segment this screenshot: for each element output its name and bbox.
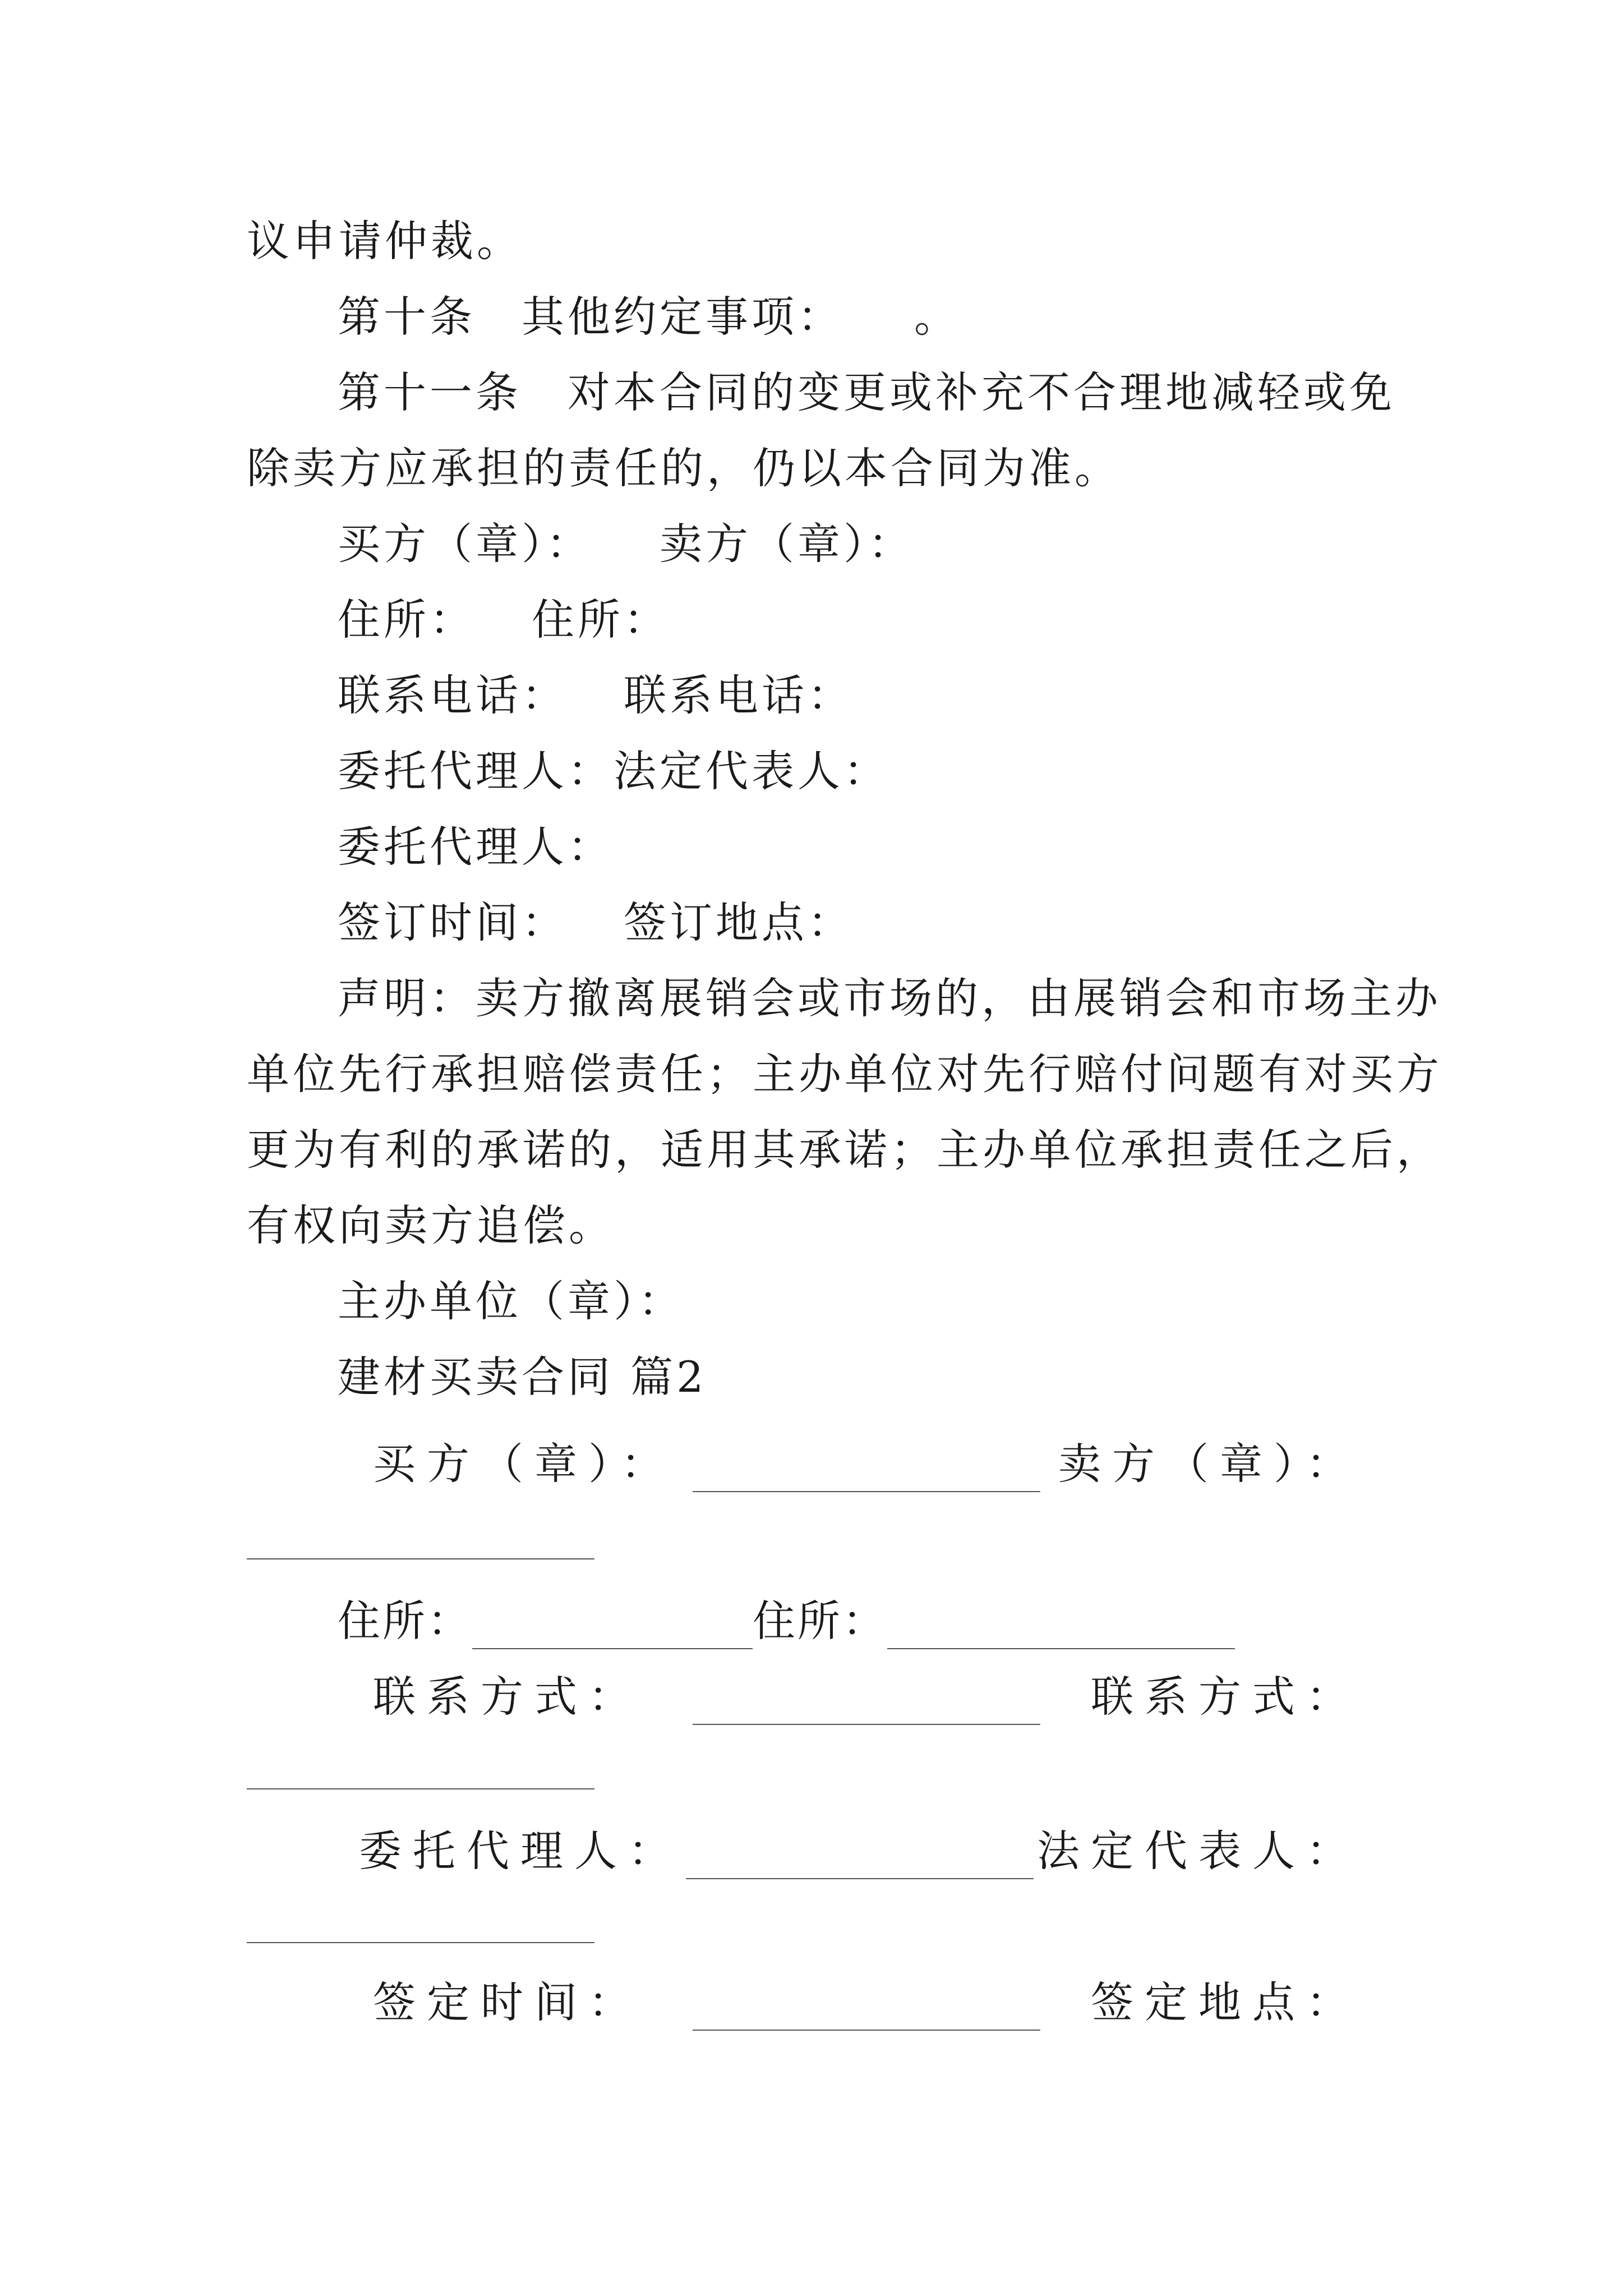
form2-contact-row — [373, 1669, 1360, 1725]
form2-address-blank-2 — [887, 1608, 1235, 1649]
form2-contact-label-2: 联系方式： — [1091, 1672, 1360, 1722]
declaration-line-3: 更为有利的承诺的，适用其承诺；主办单位承担责任之后， — [247, 1125, 1442, 1175]
seller-phone-label: 联系电话： — [624, 670, 854, 720]
agent-rep-row: 委托代理人：法定代表人： — [338, 746, 889, 796]
form2-sign-time-blank — [693, 1989, 1040, 2031]
form2-address-blank-1 — [472, 1608, 753, 1649]
buyer-phone-label: 联系电话： — [338, 670, 568, 720]
form2-seller-label: 卖方（章）： — [1058, 1439, 1360, 1489]
article-11-line-1: 第十一条 对本合同的变更或补充不合理地减轻或免 — [338, 367, 1395, 417]
form2-legal-rep-blank — [247, 1942, 594, 1943]
buyer-address-label: 住所： — [338, 595, 476, 645]
form2-sign-time-label: 签定时间： — [373, 1977, 642, 2027]
paragraph-arbitration-tail: 议申请仲裁。 — [247, 216, 523, 266]
seller-address-label: 住所： — [532, 595, 670, 645]
sign-place-label: 签订地点： — [624, 898, 854, 947]
form2-contact-blank-1 — [693, 1683, 1040, 1725]
agent-row: 委托代理人： — [338, 822, 614, 872]
form2-agent-blank — [686, 1838, 1034, 1879]
address-row — [338, 592, 670, 648]
form2-seal-row — [373, 1436, 1360, 1492]
declaration-line-2: 单位先行承担赔偿责任；主办单位对先行赔付问题有对买方 — [247, 1049, 1442, 1099]
form2-agent-row — [359, 1823, 1360, 1879]
article-11-line-2: 除卖方应承担的责任的，仍以本合同为准。 — [247, 443, 1121, 493]
seller-seal-label: 卖方（章）： — [660, 519, 914, 569]
form2-contact-label-1: 联系方式： — [373, 1672, 642, 1722]
host-seal-label: 主办单位（章）： — [338, 1276, 684, 1326]
form2-buyer-blank — [693, 1451, 1040, 1492]
article-10: 第十条 其他约定事项： 。 — [338, 292, 960, 342]
phone-row — [338, 668, 854, 724]
sign-time-label: 签订时间： — [338, 898, 568, 947]
form2-seller-blank — [247, 1558, 594, 1559]
form2-sign-row — [373, 1975, 1360, 2031]
seal-row — [338, 516, 914, 572]
form2-address-label-1: 住所： — [338, 1596, 472, 1646]
form2-agent-label: 委托代理人： — [359, 1826, 682, 1876]
form2-address-row — [338, 1593, 1235, 1649]
declaration-line-4: 有权向卖方追偿。 — [247, 1200, 615, 1250]
section-2-title: 建材买卖合同 篇2 — [338, 1352, 707, 1402]
form2-sign-place-label: 签定地点： — [1091, 1977, 1360, 2027]
form2-legal-rep-label: 法定代表人： — [1037, 1826, 1360, 1876]
form2-address-label-2: 住所： — [753, 1596, 887, 1646]
buyer-seal-label: 买方（章）： — [338, 519, 592, 569]
sign-row — [338, 895, 854, 951]
form2-contact-blank-2 — [247, 1788, 594, 1789]
declaration-line-1: 声明：卖方撤离展销会或市场的，由展销会和市场主办 — [338, 973, 1441, 1023]
form2-buyer-label: 买方（章）： — [373, 1439, 675, 1489]
